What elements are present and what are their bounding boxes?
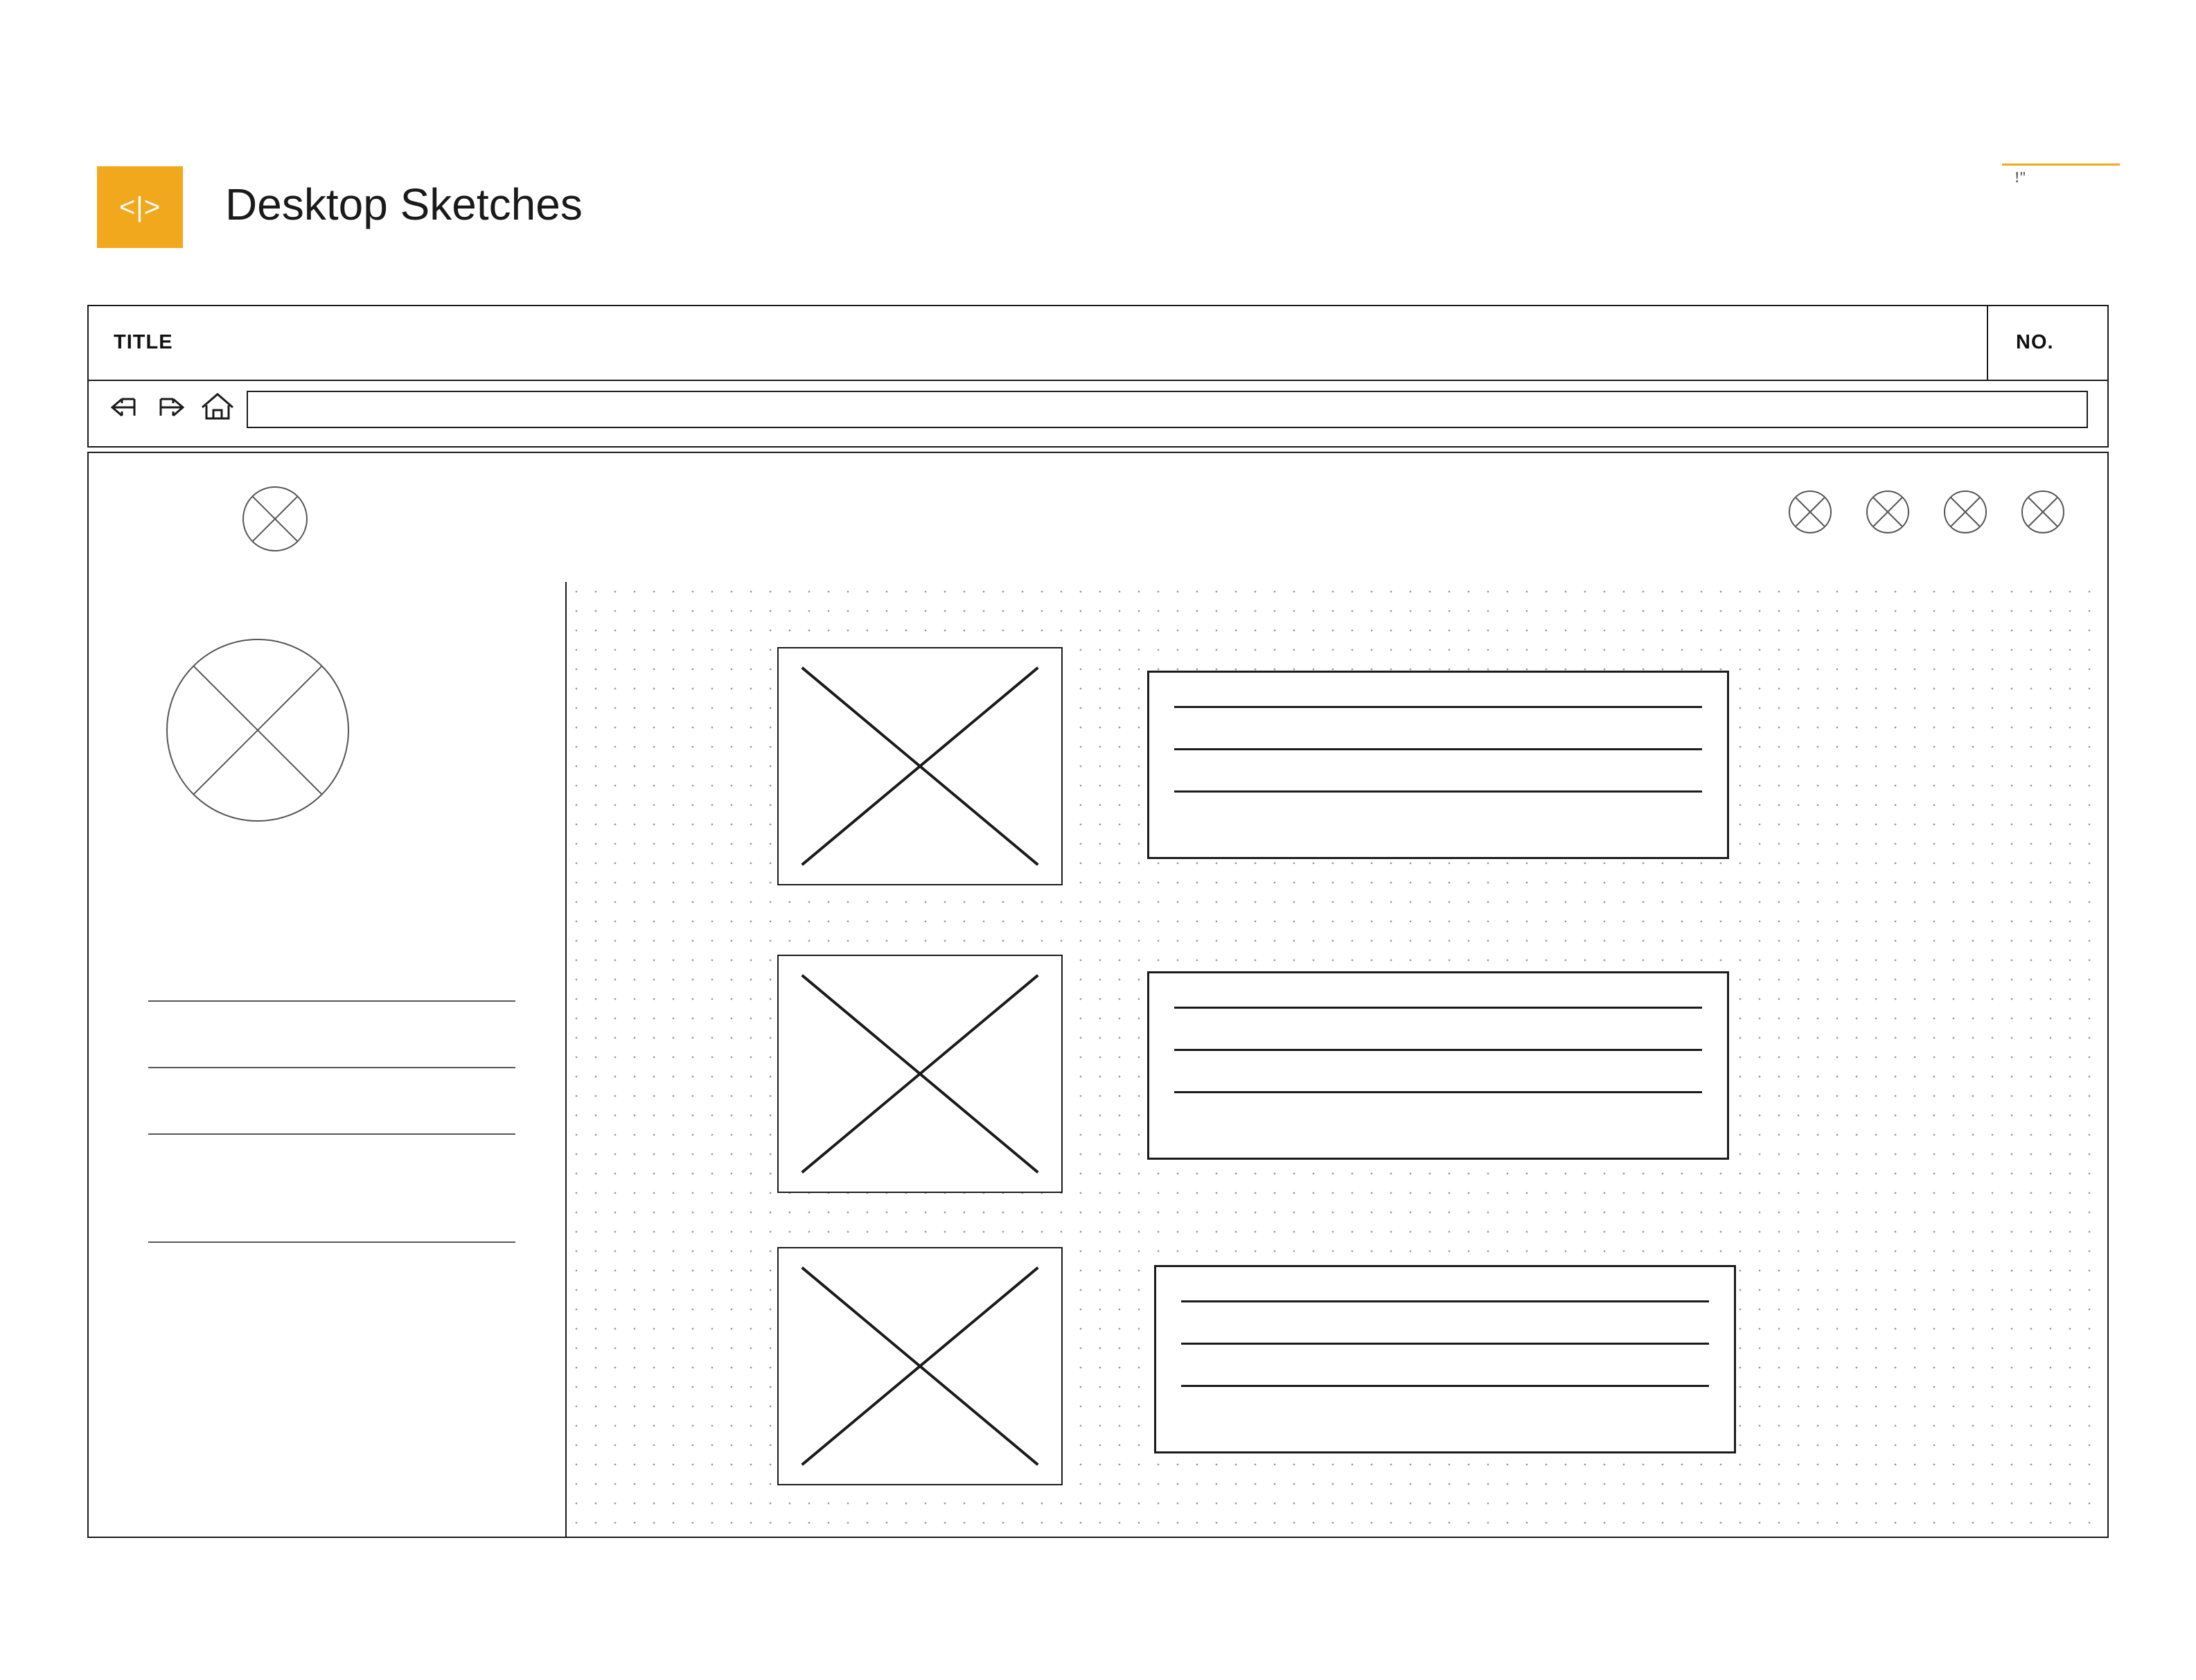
- wireframe-sheet: [87, 305, 2110, 1538]
- page-title: Desktop Sketches: [225, 179, 583, 229]
- content-image-placeholder-2[interactable]: [777, 955, 1063, 1193]
- content-canvas: [567, 582, 2107, 1537]
- app-header-actions: [1789, 490, 2064, 533]
- home-icon[interactable]: [198, 389, 237, 425]
- code-brackets-icon: <|>: [118, 191, 161, 222]
- titleblock-divider: [1987, 306, 1988, 380]
- text-line: [1174, 790, 1702, 793]
- content-text-card-3[interactable]: [1154, 1265, 1736, 1453]
- text-line: [1174, 1091, 1702, 1093]
- app-header-bar: [87, 452, 2109, 583]
- titleblock: [87, 305, 2109, 381]
- sidebar-item-2[interactable]: [148, 1002, 515, 1068]
- browser-nav-bar: [87, 380, 2109, 448]
- text-line: [1174, 1049, 1702, 1051]
- browser-nav-icons: [107, 389, 237, 425]
- sidebar: [89, 582, 567, 1537]
- app-logo-placeholder-icon[interactable]: [242, 486, 308, 551]
- sidebar-item-3[interactable]: [148, 1068, 515, 1135]
- text-line: [1174, 748, 1702, 750]
- back-arrow-icon[interactable]: [107, 389, 143, 425]
- app-action-icon-4[interactable]: [2021, 490, 2064, 533]
- page-header: [0, 0, 2196, 277]
- address-input[interactable]: [248, 392, 2087, 427]
- content-image-placeholder-1[interactable]: [777, 647, 1063, 885]
- content-text-card-2[interactable]: [1147, 971, 1729, 1160]
- text-line: [1174, 706, 1702, 708]
- header-accent-rule: [2002, 163, 2120, 166]
- avatar-placeholder-icon[interactable]: [166, 639, 349, 822]
- text-line: [1181, 1300, 1709, 1302]
- content-image-placeholder-3[interactable]: [777, 1247, 1063, 1485]
- address-bar[interactable]: [247, 391, 2088, 428]
- sidebar-item-1[interactable]: [148, 935, 515, 1002]
- titleblock-number-label: NO.: [2016, 331, 2054, 353]
- sidebar-nav-list: [148, 935, 515, 1243]
- app-action-icon-1[interactable]: [1789, 490, 1832, 533]
- sidebar-item-4[interactable]: [148, 1176, 515, 1243]
- text-line: [1181, 1385, 1709, 1387]
- app-action-icon-2[interactable]: [1866, 490, 1909, 533]
- content-text-card-1[interactable]: [1147, 671, 1729, 859]
- app-logo-badge: [97, 166, 183, 248]
- app-action-icon-3[interactable]: [1944, 490, 1987, 533]
- text-line: [1174, 1007, 1702, 1009]
- app-body: [87, 582, 2109, 1538]
- forward-arrow-icon[interactable]: [152, 389, 188, 425]
- titleblock-title-label: TITLE: [114, 331, 173, 353]
- text-line: [1181, 1343, 1709, 1345]
- header-corner-mark: !": [2015, 168, 2026, 186]
